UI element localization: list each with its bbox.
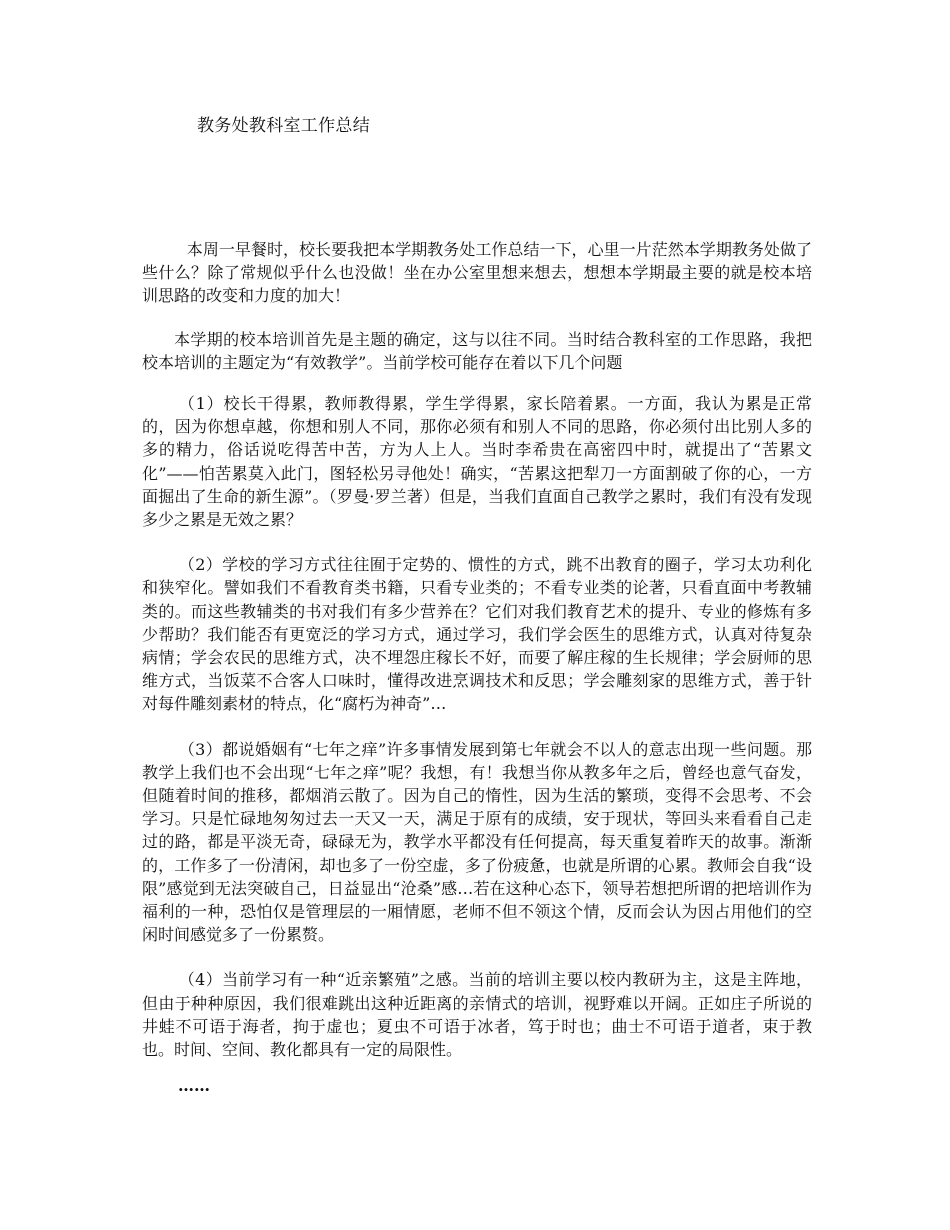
paragraph-problem-1: （1）校长干得累，教师教得累，学生学得累，家长陪着累。一方面，我认为累是正常的，因为你想卓越，你想和别人不同，那你必须有和别人不同的思路，你必须付出比别人多的多的精力，俗话说吃得苦中苦，方为人上人。当时李希贵在高密四中时，就提出了“苦累文化”——怕苦累莫入此门，图轻松另寻他处！确实，“苦累这把犁刀一方面割破了你的心，一方面掘出了生命的新生源”。（罗曼·罗兰著）但是，当我们直面自己教学之累时，我们有没有发现多少之累是无效之累？ [142,394,812,530]
paragraph-problem-3: （3）都说婚姻有“七年之痒”许多事情发展到第七年就会不以人的意志出现一些问题。那教学上我们也不会出现“七年之痒”呢？我想，有！我想当你从教多年之后，曾经也意气奋发，但随着时间的推移，都烟消云散了。因为自己的惰性，因为生活的繁琐，变得不会思考、不会学习。只是忙碌地匆匆过去一天又一天，满足于原有的成绩，安于现状，等回头来看看自己走过的路，都是平淡无奇，碌碌无为，教学水平都没有任何提高，每天重复着昨天的故事。渐渐的，工作多了一份清闲，却也多了一份空虚，多了份疲惫，也就是所谓的心累。教师会自我“设限”感觉到无法突破自己，日益显出“沧桑”感…若在这种心态下，领导若想把所谓的把培训作为福利的一种，恐怕仅是管理层的一厢情愿，老师不但不领这个情，反而会认为因占用他们的空闲时间感觉多了一份累赘。 [142,739,812,945]
paragraph-intro: 本周一早餐时，校长要我把本学期教务处工作总结一下，心里一片茫然本学期教务处做了些什么？除了常规似乎什么也没做！坐在办公室里想来想去，想想本学期最主要的就是校本培训思路的改变和力度的加大！ [142,240,812,306]
ellipsis: …… [178,1076,210,1096]
paragraph-theme: 本学期的校本培训首先是主题的确定，这与以往不同。当时结合教科室的工作思路，我把校本培训的主题定为“有效教学”。当前学校可能存在着以下几个问题 [142,329,812,372]
paragraph-problem-4: （4）当前学习有一种“近亲繁殖”之感。当前的培训主要以校内教研为主，这是主阵地，但由于种种原因，我们很难跳出这种近距离的亲情式的培训，视野难以开阔。正如庄子所说的井蛙不可语于海者，拘于虚也；夏虫不可语于冰者，笃于时也；曲士不可语于道者，束于教也。时间、空间、教化都具有一定的局限性。 [142,970,812,1060]
document-body [142,238,812,1097]
paragraph-problem-2: （2）学校的学习方式往往囿于定势的、惯性的方式，跳不出教育的圈子，学习太功利化和狭窄化。譬如我们不看教育类书籍，只看专业类的；不看专业类的论著，只看直面中考教辅类的。而这些教辅类的书对我们有多少营养在？它们对我们教育艺术的提升、专业的修炼有多少帮助？我们能否有更宽泛的学习方式，通过学习，我们学会医生的思维方式，认真对待复杂病情；学会农民的思维方式，决不埋怨庄稼长不好，而要了解庄稼的生长规律；学会厨师的思维方式，当饭菜不合客人口味时，懂得改进烹调技术和反思；学会雕刻家的思维方式，善于针对每件雕刻素材的特点，化“腐朽为神奇”… [142,555,812,714]
document-title: 教务处教科室工作总结 [197,116,370,136]
